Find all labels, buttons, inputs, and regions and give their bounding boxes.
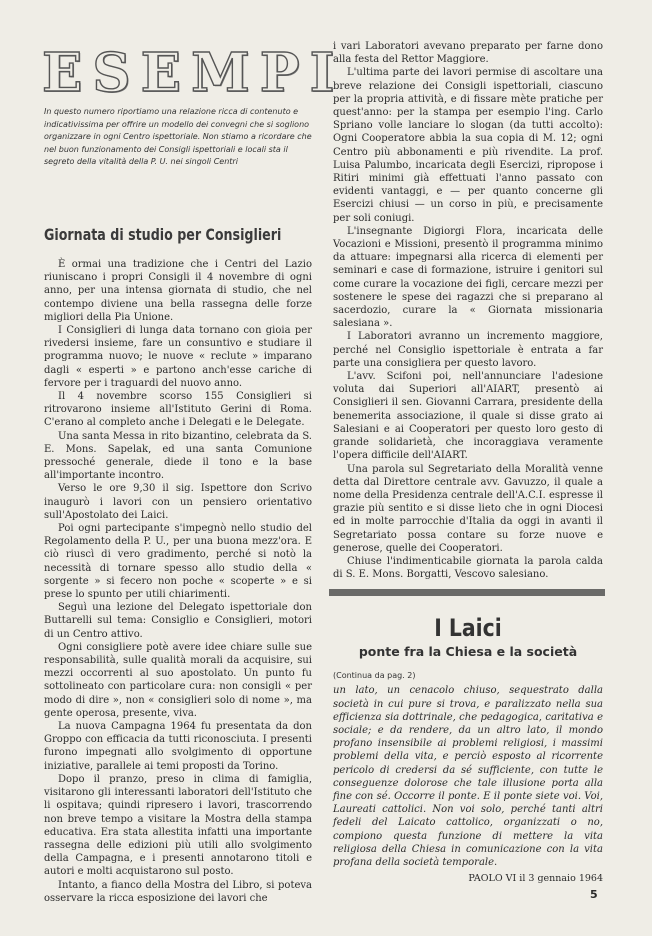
paragraph: L'avv. Scifoni poi, nell'annunciare l'adesione voluta dai Superiori all'AIART, presentò ai Consiglieri il sen. Giovanni Carrara, presidente della benemerita associazione, il quale si disse grato ai Salesiani e ai Cooperatori per questo loro gesto di grande solidarietà, che incoraggiava veramente l'opera difficile dell'AIART.	[333, 371, 603, 462]
page-number: 5	[590, 888, 598, 901]
paragraph: L'ultima parte dei lavori permise di ascoltare una breve relazione dei Consigli ispettoriali, ciascuno per la propria attività, e di fissare mète pratiche per quest'anno: per la stampa per esempio l'ing. Carlo Spriano volle lanciare lo slogan (da tutti accolto): Ogni Cooperatore abbia la sua copia di M. 12; ogni Centro più abbonamenti e più rivendite. La prof. Luisa Palumbo, incaricata degli Esercizi, ripropose i Ritiri minimi già effettuati l'anno passato con evidenti vantaggi, e — per quanto concerne gli Esercizi chiusi — un corso in più, e precisamente per soli coniugi.	[333, 67, 603, 224]
article-title: Giornata di studio per Consiglieri	[44, 224, 282, 244]
laici-quote	[333, 684, 603, 869]
laici-subtitle: ponte fra la Chiesa e la società	[358, 644, 578, 660]
paragraph: Una parola sul Segretariato della Moralità venne detta dal Direttore centrale avv. Gavuzzo, il quale a nome della Presidenza centrale dell'A.C.I. espresse il grazie più sentito e si disse lieto che in ogni Diocesi ed in molte parrocchie d'Italia da oggi in avanti il Segretariato possa contare su forze nuove e generose, quelle dei Cooperatori.	[333, 463, 603, 554]
paragraph: Verso le ore 9,30 il sig. Ispettore don Scrivo inaugurò i lavori con un pensiero orientativo sull'Apostolato dei Laici.	[44, 483, 312, 521]
intro-text: In questo numero riportiamo una relazione ricca di contenuto e indicativissima per offrire un modello dei convegni che si sogliono organizzare in ogni Centro ispettoriale. Non stiamo a ricordare che nel buon funzionamento dei Consigli ispettoriali e locali sta il segreto della vitalità della P. U. nei singoli Centri	[44, 107, 312, 167]
paragraph: Seguì una lezione del Delegato ispettoriale don Buttarelli sul tema: Consiglio e Consiglieri, motori di un Centro attivo.	[44, 602, 312, 640]
laici-title: I Laici	[434, 614, 502, 643]
paragraph: Intanto, a fianco della Mostra del Libro, si poteva osservare la ricca esposizione dei lavori che	[44, 879, 312, 904]
article-body-left	[40, 258, 312, 905]
quote-text: un lato, un cenacolo chiuso, sequestrato dalla società in cui pure si trova, e paralizzato nella sua efficienza sia dottrinale, che pedagogica, caritativa e sociale; e da rendere, da un altro lato, il mondo profano insensibile ai problemi religiosi, i massimi problemi della vita, e perciò esposto al ricorrente pericolo di credersi da sé sufficiente, con tutte le conseguenze dolorose che tale illusione porta alla fine con sé. Occorre il ponte. E il ponte siete voi. Voi, Laureati cattolici. Non voi solo, perché tanti altri fedeli del Laicato cattolico, organizzati o no, compiono questa funzione di mettere la vita religiosa della Chiesa in comunicazione con la vita profana della società temporale.	[333, 685, 603, 868]
paragraph: Poi ogni partecipante s'impegnò nello studio del Regolamento della P. U., per una buona mezz'ora. E ciò riuscì di vero gradimento, perché si notò la necessità di tornare spesso allo studio della « sorgente » si fecero non poche « scoperte » e si prese lo spunto per utili chiarimenti.	[44, 523, 312, 601]
masthead-title: ESEMPI	[42, 42, 345, 104]
continued-note: (Continua da pag. 2)	[333, 671, 416, 681]
paragraph: I Laboratori avranno un incremento maggiore, perché nel Consiglio ispettoriale è entrata a far parte una consigliera per questo lavoro.	[333, 331, 603, 369]
paragraph: La nuova Campagna 1964 fu presentata da don Groppo con efficacia da tutti riconosciuta. I presenti furono impegnati allo svolgimento di opportune iniziative, parallele ai temi proposti da Torino.	[44, 721, 312, 772]
paragraph: Il 4 novembre scorso 155 Consiglieri si ritrovarono insieme all'Istituto Gerini di Roma. C'erano al completo anche i Delegati e le Delegate.	[44, 391, 312, 429]
paragraph: Dopo il pranzo, preso in clima di famiglia, visitarono gli interessanti laboratori dell'Istituto che li ospitava; quindi ripresero i lavori, trascorrendo non breve tempo a visitare la Mostra della stampa educativa. Era stata allestita infatti una importante rassegna delle edizioni più utili allo svolgimento della Campagna, e i presenti annotarono titoli e autori e molti acquistarono sul posto.	[44, 773, 312, 878]
right-column	[333, 40, 603, 885]
article-body-right	[333, 40, 603, 581]
paragraph: L'insegnante Digiorgi Flora, incaricata delle Vocazioni e Missioni, presentò il programma minimo da attuare: impegnarsi alla ricerca di elementi per seminari e case di formazione, istruire i genitori sul come curare la vocazione dei figli, cercare mezzi per sostenere le spese dei ragazzi che si preparano al sacerdozio, curare la « Giornata missionaria salesiana ».	[333, 225, 603, 330]
left-column	[40, 40, 345, 905]
signature: PAOLO VI il 3 gennaio 1964	[468, 873, 603, 885]
paragraph: Una santa Messa in rito bizantino, celebrata da S. E. Mons. Sapelak, ed una santa Comunione pressoché generale, diede il tono e la base all'importante incontro.	[44, 430, 312, 482]
paragraph: È ormai una tradizione che i Centri del Lazio riuniscano i propri Consigli il 4 novembre di ogni anno, per una intensa giornata di studio, che nel contempo diviene una bella rassegna delle forze migliori della Pia Unione.	[44, 258, 312, 323]
paragraph: Ogni consigliere potè avere idee chiare sulle sue responsabilità, sulle qualità morali da acquisire, sui mezzi occorrenti al suo apostolato. Un punto fu sottolineato con particolare cura: non consigli « per modo di dire », non « consiglieri solo di nome », ma gente operosa, presente, viva.	[44, 641, 312, 719]
section-divider	[329, 589, 605, 596]
paragraph: I Consiglieri di lunga data tornano con gioia per rivedersi insieme, fare un consuntivo e studiare il programma nuovo; le nuove « reclute » imparano dagli « esperti » e partono anch'esse cariche di fervore per i traguardi del nuovo anno.	[44, 324, 312, 389]
paragraph: i vari Laboratori avevano preparato per farne dono alla festa del Rettor Maggiore.	[333, 41, 603, 66]
paragraph: Chiuse l'indimenticabile giornata la parola calda di S. E. Mons. Borgatti, Vescovo salesiano.	[333, 555, 603, 581]
